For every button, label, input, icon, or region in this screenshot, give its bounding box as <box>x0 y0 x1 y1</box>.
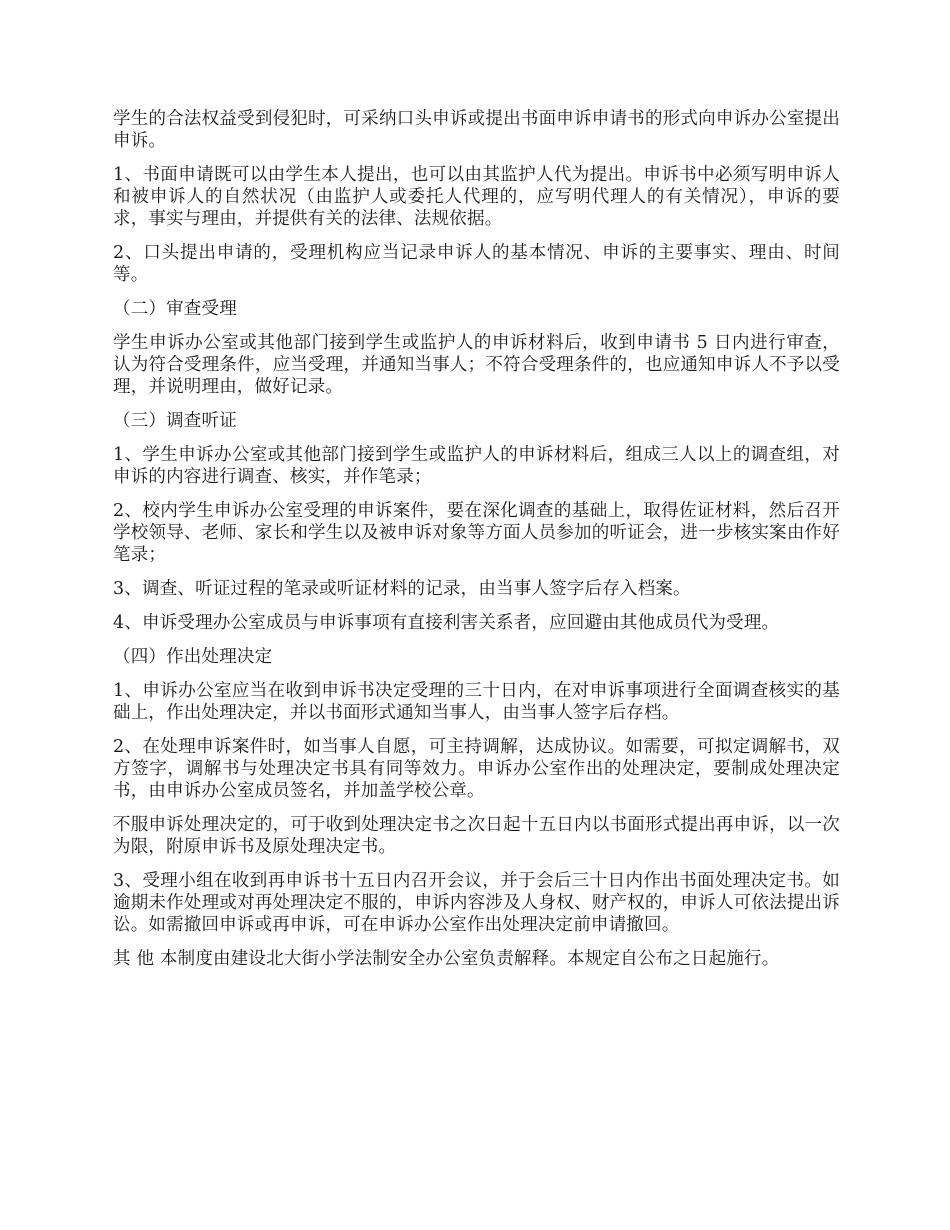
section-heading-investigation: （三）调查听证 <box>113 411 237 431</box>
paragraph-other: 其 他 本制度由建设北大街小学法制安全办公室负责解释。本规定自公布之日起施行。 <box>113 949 780 969</box>
paragraph-oral-application: 2、口头提出申请的，受理机构应当记录申诉人的基本情况、申诉的主要事实、理由、时间等。 <box>113 243 840 285</box>
paragraph-intro: 学生的合法权益受到侵犯时，可采纳口头申诉或提出书面申诉申请书的形式向申诉办公室提出申诉。 <box>113 109 840 151</box>
paragraph-decision-1: 1、申诉办公室应当在收到申诉书决定受理的三十日内，在对申诉事项进行全面调查核实的基础上，作出处理决定，并以书面形式通知当事人，由当事人签字后存档。 <box>113 681 840 723</box>
paragraph-reappeal: 不服申诉处理决定的，可于收到处理决定书之次日起十五日内以书面形式提出再申诉，以一次为限，附原申诉书及原处理决定书。 <box>113 815 840 857</box>
paragraph-written-application: 1、书面申请既可以由学生本人提出，也可以由其监护人代为提出。申诉书中必须写明申诉人和被申诉人的自然状况（由监护人或委托人代理的，应写明代理人的有关情况），申诉的要求，事实与理由，并提供有关的法律、法规依据。 <box>113 165 840 229</box>
section-heading-decision: （四）作出处理决定 <box>113 647 273 667</box>
paragraph-decision-3: 3、受理小组在收到再申诉书十五日内召开会议，并于会后三十日内作出书面处理决定书。如逾期未作处理或对再处理决定不服的，申诉内容涉及人身权、财产权的，申诉人可依法提出诉讼。如需撤回申诉或再申诉，可在申诉办公室作出处理决定前申请撤回。 <box>113 871 840 935</box>
paragraph-investigation-4: 4、申诉受理办公室成员与申诉事项有直接利害关系者，应回避由其他成员代为受理。 <box>113 613 780 633</box>
paragraph-investigation-1: 1、学生申诉办公室或其他部门接到学生或监护人的申诉材料后，组成三人以上的调查组，对申诉的内容进行调查、核实，并作笔录； <box>113 445 840 487</box>
paragraph-decision-2: 2、在处理申诉案件时，如当事人自愿，可主持调解，达成协议。如需要，可拟定调解书，双方签字，调解书与处理决定书具有同等效力。申诉办公室作出的处理决定，要制成处理决定书，由申诉办公室成员签名，并加盖学校公章。 <box>113 737 840 801</box>
section-heading-review: （二）审查受理 <box>113 299 237 319</box>
paragraph-investigation-2: 2、校内学生申诉办公室受理的申诉案件，要在深化调查的基础上，取得佐证材料，然后召开学校领导、老师、家长和学生以及被申诉对象等方面人员参加的听证会，进一步核实案由作好笔录； <box>113 501 840 565</box>
paragraph-review: 学生申诉办公室或其他部门接到学生或监护人的申诉材料后，收到申请书 5 日内进行审查，认为符合受理条件，应当受理，并通知当事人；不符合受理条件的，也应通知申诉人不予以受理，并说明理由，做好记录。 <box>113 333 840 397</box>
paragraph-investigation-3: 3、调查、听证过程的笔录或听证材料的记录，由当事人签字后存入档案。 <box>113 579 691 599</box>
